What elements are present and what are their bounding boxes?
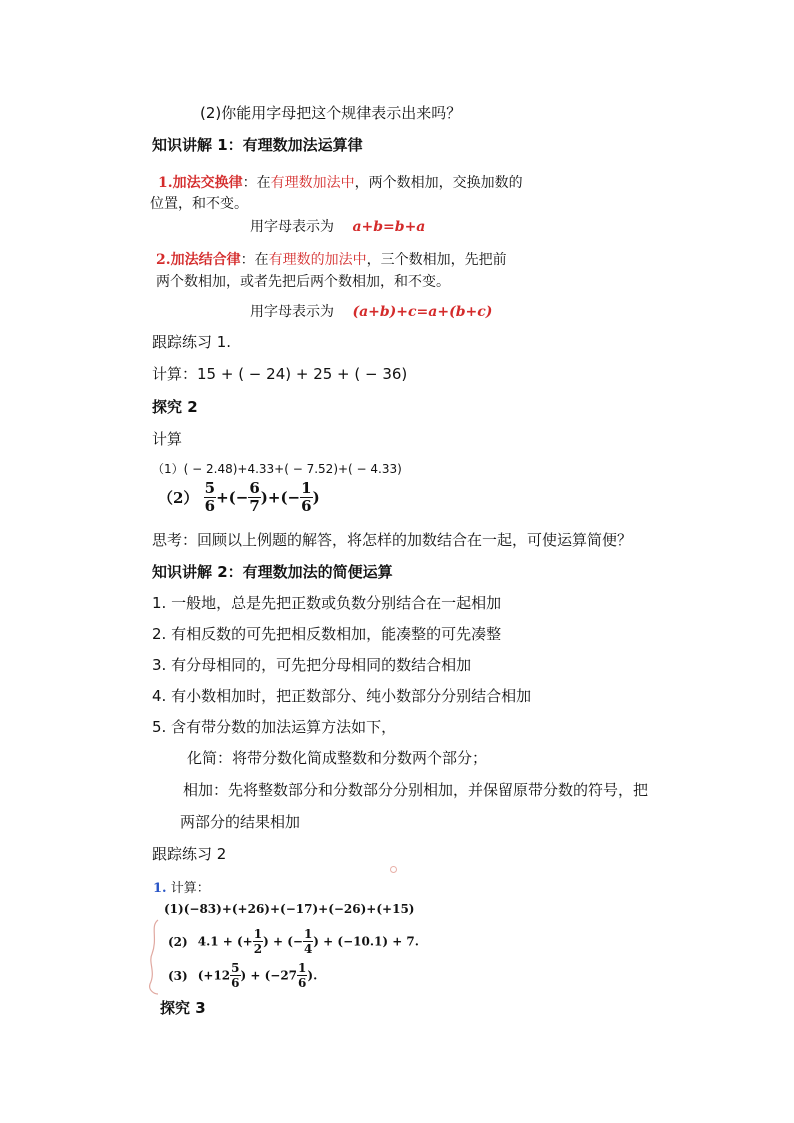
p2-f1-den: 2 xyxy=(253,942,263,956)
commutative-colon: ：在 xyxy=(242,175,271,191)
p2-label: (2) xyxy=(168,934,188,949)
commutative-law-line2: 位置，和不变。 xyxy=(150,196,248,212)
commutative-formula-line xyxy=(250,216,425,236)
stray-mark xyxy=(390,866,397,873)
explore-2-title: 探究 2 xyxy=(152,398,198,416)
p3-f2-num: 1 xyxy=(298,961,307,975)
q2-f2-den: 7 xyxy=(249,497,260,515)
explore-2-q1: （1）( − 2.48)+4.33+( − 7.52)+( − 4.33) xyxy=(152,462,402,476)
knowledge-2-add-line2: 两部分的结果相加 xyxy=(180,813,301,831)
q2-f1-den: 6 xyxy=(204,497,216,515)
knowledge-2-item-5: 5. 含有带分数的加法运算方法如下， xyxy=(152,718,397,736)
practice-2-number: 1. xyxy=(153,881,167,896)
q2-label: （2） xyxy=(158,489,199,507)
question-2: (2)你能用字母把这个规律表示出来吗？ xyxy=(200,104,462,122)
q2-fraction-2 xyxy=(248,481,260,514)
p2-f2-den: 4 xyxy=(303,942,313,956)
commutative-highlight: 有理数加法中 xyxy=(270,175,355,191)
p3-part-a: (+12 xyxy=(197,968,231,983)
p2-fraction-1 xyxy=(253,928,263,955)
q2-op2: )+(− xyxy=(260,488,301,507)
p3-fraction-2 xyxy=(297,962,307,989)
q2-fraction-1 xyxy=(204,481,216,514)
commutative-law-label: 1.加法交换律 xyxy=(158,175,243,191)
associative-formula: (a+b)+c=a+(b+c) xyxy=(352,304,493,320)
p3-label: (3) xyxy=(168,968,188,983)
q2-close: ) xyxy=(312,488,320,507)
p2-part-b: ) + (− xyxy=(263,934,303,949)
associative-law-line2: 两个数相加，或者先把后两个数相加，和不变。 xyxy=(156,274,450,290)
commutative-rest1: ，两个数相加，交换加数的 xyxy=(354,175,523,191)
handwritten-brace xyxy=(146,918,162,996)
p2-fraction-2 xyxy=(303,928,313,955)
explore-2-q2 xyxy=(158,481,320,514)
associative-formula-prefix: 用字母表示为 xyxy=(250,304,334,320)
p3-f2-den: 6 xyxy=(298,976,307,990)
q2-f3-den: 6 xyxy=(301,497,312,515)
associative-law-line1 xyxy=(156,249,507,269)
associative-colon: ：在 xyxy=(240,252,269,268)
commutative-formula-prefix: 用字母表示为 xyxy=(250,219,334,235)
practice-2-p2 xyxy=(168,928,419,955)
p3-part-b: ) + (−27 xyxy=(240,968,298,983)
commutative-law-line1 xyxy=(158,172,523,192)
q2-op1: +(− xyxy=(216,488,249,507)
think-prompt: 思考：回顾以上例题的解答，将怎样的加数结合在一起，可使运算简便？ xyxy=(152,531,633,549)
q2-f3-num: 1 xyxy=(301,479,312,497)
commutative-formula: a+b=b+a xyxy=(352,219,426,235)
p2-part-a: 4.1 + (+ xyxy=(197,934,253,949)
practice-2-p1: (1)(−83)+(+26)+(−17)+(−26)+(+15) xyxy=(164,902,415,916)
associative-formula-line xyxy=(250,301,492,321)
knowledge-2-add-line1: 相加：先将整数部分和分数部分分别相加，并保留原带分数的符号，把 xyxy=(183,781,649,799)
knowledge-2-item-3: 3. 有分母相同的，可先把分母相同的数结合相加 xyxy=(152,656,472,674)
knowledge-1-title: 知识讲解 1：有理数加法运算律 xyxy=(152,136,363,154)
p2-f1-num: 1 xyxy=(253,927,263,941)
p3-f1-num: 5 xyxy=(231,961,240,975)
knowledge-2-title: 知识讲解 2：有理数加法的简便运算 xyxy=(152,563,393,581)
practice-2-p3 xyxy=(168,962,317,989)
knowledge-2-item-4: 4. 有小数相加时，把正数部分、纯小数部分分别结合相加 xyxy=(152,687,532,705)
associative-law-label: 2.加法结合律 xyxy=(156,252,241,268)
practice-2-title: 跟踪练习 2 xyxy=(152,845,227,863)
practice-1-title: 跟踪练习 1. xyxy=(152,333,232,351)
q2-fraction-3 xyxy=(300,481,312,514)
q2-f1-num: 5 xyxy=(204,479,216,497)
associative-rest1: ，三个数相加，先把前 xyxy=(366,252,507,268)
knowledge-2-item-2: 2. 有相反数的可先把相反数相加，能凑整的可先凑整 xyxy=(152,625,502,643)
p2-part-c: ) + (−10.1) + 7. xyxy=(313,934,419,949)
knowledge-2-item-1: 1. 一般地，总是先把正数或负数分别结合在一起相加 xyxy=(152,594,502,612)
p2-f2-num: 1 xyxy=(303,927,313,941)
p3-part-c: ). xyxy=(307,968,318,983)
practice-1-problem: 计算：15 + ( − 24) + 25 + ( − 36) xyxy=(152,365,408,383)
q2-f2-num: 6 xyxy=(249,479,260,497)
explore-3-title: 探究 3 xyxy=(160,999,206,1017)
practice-2-header xyxy=(153,877,210,896)
explore-2-subtitle: 计算 xyxy=(152,430,183,448)
knowledge-2-simplify: 化简：将带分数化简成整数和分数两个部分； xyxy=(187,749,488,767)
practice-2-label: 计算： xyxy=(170,881,210,896)
p3-f1-den: 6 xyxy=(231,976,240,990)
associative-highlight: 有理数的加法中 xyxy=(268,252,367,268)
p3-fraction-1 xyxy=(230,962,240,989)
